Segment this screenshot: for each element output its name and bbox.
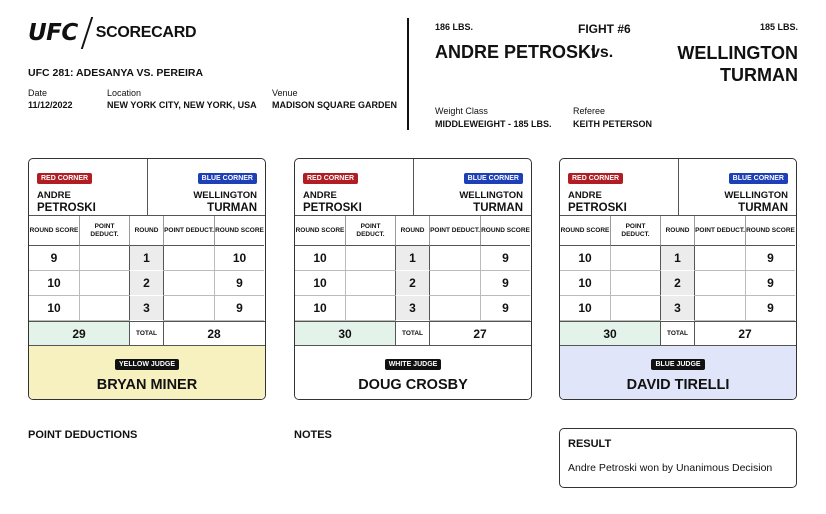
totals-row — [560, 321, 796, 346]
red-round-score: 10 — [295, 246, 345, 271]
blue-point-deduction — [695, 246, 745, 271]
blue-last-name: TURMAN — [738, 202, 788, 214]
red-point-deduct-header: POINT DEDUCT. — [79, 216, 129, 246]
red-point-deduction — [79, 296, 129, 321]
red-point-deduction — [345, 271, 395, 296]
judge-name: DAVID TIRELLI — [626, 377, 730, 393]
red-corner-badge: RED CORNER — [37, 173, 92, 184]
red-point-deduct-header: POINT DEDUCT. — [345, 216, 395, 246]
red-point-deduction — [345, 296, 395, 321]
round-header: ROUND — [129, 216, 164, 246]
red-point-deduction — [79, 271, 129, 296]
red-fighter-name: ANDRE PETROSKI — [435, 42, 597, 62]
red-total: 30 — [560, 322, 660, 345]
blue-last-name: TURMAN — [473, 202, 523, 214]
blue-corner-section — [678, 159, 797, 215]
judge-label: WHITE JUDGE — [385, 359, 442, 370]
red-last-name: PETROSKI — [568, 202, 627, 214]
total-label: TOTAL — [129, 322, 164, 345]
judge-scorecard — [28, 158, 266, 400]
round-number: 3 — [395, 296, 430, 321]
red-corner-section — [29, 159, 147, 215]
blue-corner-section — [147, 159, 266, 215]
score-grid — [295, 216, 531, 321]
blue-point-deduction — [430, 296, 480, 321]
fight-number: FIGHT #6 — [578, 22, 631, 36]
location-value: NEW YORK CITY, NEW YORK, USA — [107, 100, 257, 110]
judge-name: BRYAN MINER — [96, 377, 198, 393]
weight-class-value: MIDDLEWEIGHT - 185 LBS. — [435, 119, 552, 129]
red-point-deduction — [610, 246, 660, 271]
round-header: ROUND — [395, 216, 430, 246]
result-box — [559, 428, 797, 488]
venue-value: MADISON SQUARE GARDEN — [272, 100, 398, 110]
blue-point-deduction — [430, 271, 480, 296]
blue-round-score-header: ROUND SCORE — [745, 216, 795, 246]
weight-class-label: Weight Class — [435, 106, 488, 116]
red-round-score: 10 — [560, 296, 610, 321]
result-title: RESULT — [568, 438, 612, 450]
round-header: ROUND — [660, 216, 695, 246]
red-round-score-header: ROUND SCORE — [295, 216, 345, 246]
blue-total: 28 — [207, 326, 221, 341]
blue-total: 27 — [473, 326, 487, 341]
blue-round-score: 9 — [214, 271, 264, 296]
judge-name: DOUG CROSBY — [358, 377, 468, 393]
red-last-name: PETROSKI — [37, 202, 96, 214]
judge-scorecard — [294, 158, 532, 400]
blue-round-score: 9 — [745, 296, 795, 321]
event-name: UFC 281: ADESANYA VS. PEREIRA — [28, 67, 204, 79]
venue-label: Venue — [272, 88, 298, 98]
red-corner-section — [560, 159, 678, 215]
blue-total: 27 — [738, 326, 752, 341]
red-round-score: 10 — [560, 246, 610, 271]
judge-section — [295, 346, 531, 399]
location-label: Location — [107, 88, 142, 98]
blue-corner-section — [413, 159, 532, 215]
blue-round-score-header: ROUND SCORE — [214, 216, 264, 246]
ufc-logo — [28, 18, 196, 48]
notes-title: NOTES — [294, 429, 332, 441]
blue-round-score: 9 — [745, 246, 795, 271]
blue-point-deduction — [430, 246, 480, 271]
blue-fighter-name: WELLINGTON TURMAN — [677, 43, 798, 85]
card-fighters-header — [295, 159, 531, 216]
red-point-deduction — [610, 296, 660, 321]
round-number: 2 — [129, 271, 164, 296]
red-round-score: 10 — [29, 296, 79, 321]
judge-section — [560, 346, 796, 399]
blue-corner-badge: BLUE CORNER — [729, 173, 788, 184]
judge-label: BLUE JUDGE — [651, 359, 704, 370]
blue-round-score-header: ROUND SCORE — [480, 216, 530, 246]
totals-row — [295, 321, 531, 346]
logo-subtitle: SCORECARD — [95, 24, 197, 41]
round-number: 1 — [129, 246, 164, 271]
blue-corner-badge: BLUE CORNER — [464, 173, 523, 184]
red-first-name: ANDRE — [37, 190, 71, 201]
blue-point-deduction — [164, 271, 214, 296]
referee-label: Referee — [573, 106, 606, 116]
blue-round-score: 10 — [214, 246, 264, 271]
blue-point-deduct-header: POINT DEDUCT. — [695, 216, 745, 246]
referee-value: KEITH PETERSON — [573, 119, 653, 129]
red-point-deduction — [79, 246, 129, 271]
card-fighters-header — [560, 159, 796, 216]
score-grid — [560, 216, 796, 321]
judge-section — [29, 346, 265, 399]
blue-first-name: WELLINGTON — [724, 190, 788, 201]
date-label: Date — [28, 88, 48, 98]
red-round-score: 10 — [29, 271, 79, 296]
blue-point-deduct-header: POINT DEDUCT. — [164, 216, 214, 246]
red-first-name: ANDRE — [568, 190, 602, 201]
red-round-score-header: ROUND SCORE — [29, 216, 79, 246]
blue-point-deduction — [695, 296, 745, 321]
round-number: 1 — [660, 246, 695, 271]
blue-point-deduct-header: POINT DEDUCT. — [430, 216, 480, 246]
red-corner-badge: RED CORNER — [303, 173, 358, 184]
result-text: Andre Petroski won by Unanimous Decision — [568, 462, 773, 474]
red-point-deduction — [610, 271, 660, 296]
round-number: 2 — [660, 271, 695, 296]
red-round-score: 10 — [560, 271, 610, 296]
blue-fighter-weight: 185 LBS. — [759, 22, 798, 32]
red-point-deduct-header: POINT DEDUCT. — [610, 216, 660, 246]
header-divider — [407, 18, 409, 130]
blue-round-score: 9 — [214, 296, 264, 321]
red-corner-badge: RED CORNER — [568, 173, 623, 184]
date-value: 11/12/2022 — [28, 100, 73, 110]
red-round-score: 10 — [295, 271, 345, 296]
round-number: 3 — [129, 296, 164, 321]
blue-round-score: 9 — [745, 271, 795, 296]
blue-round-score: 9 — [480, 271, 530, 296]
red-total: 29 — [29, 322, 129, 345]
totals-row — [29, 321, 265, 346]
blue-last-name: TURMAN — [207, 202, 257, 214]
blue-round-score: 9 — [480, 246, 530, 271]
round-number: 2 — [395, 271, 430, 296]
blue-first-name: WELLINGTON — [193, 190, 257, 201]
red-fighter-weight: 186 LBS. — [435, 22, 474, 32]
blue-corner-badge: BLUE CORNER — [198, 173, 257, 184]
red-corner-section — [295, 159, 413, 215]
versus-label: vs. — [591, 44, 614, 61]
blue-point-deduction — [164, 246, 214, 271]
card-fighters-header — [29, 159, 265, 216]
score-grid — [29, 216, 265, 321]
logo-divider — [81, 17, 93, 49]
judge-scorecard — [559, 158, 797, 400]
judge-label: YELLOW JUDGE — [115, 359, 179, 370]
round-number: 3 — [660, 296, 695, 321]
round-number: 1 — [395, 246, 430, 271]
total-label: TOTAL — [660, 322, 695, 345]
red-round-score-header: ROUND SCORE — [560, 216, 610, 246]
red-round-score: 10 — [295, 296, 345, 321]
blue-round-score: 9 — [480, 296, 530, 321]
blue-point-deduction — [695, 271, 745, 296]
red-last-name: PETROSKI — [303, 202, 362, 214]
red-point-deduction — [345, 246, 395, 271]
red-first-name: ANDRE — [303, 190, 337, 201]
total-label: TOTAL — [395, 322, 430, 345]
point-deductions-title: POINT DEDUCTIONS — [28, 429, 138, 441]
logo-text: UFC — [28, 20, 78, 46]
blue-point-deduction — [164, 296, 214, 321]
blue-first-name: WELLINGTON — [459, 190, 523, 201]
red-total: 30 — [295, 322, 395, 345]
red-round-score: 9 — [29, 246, 79, 271]
